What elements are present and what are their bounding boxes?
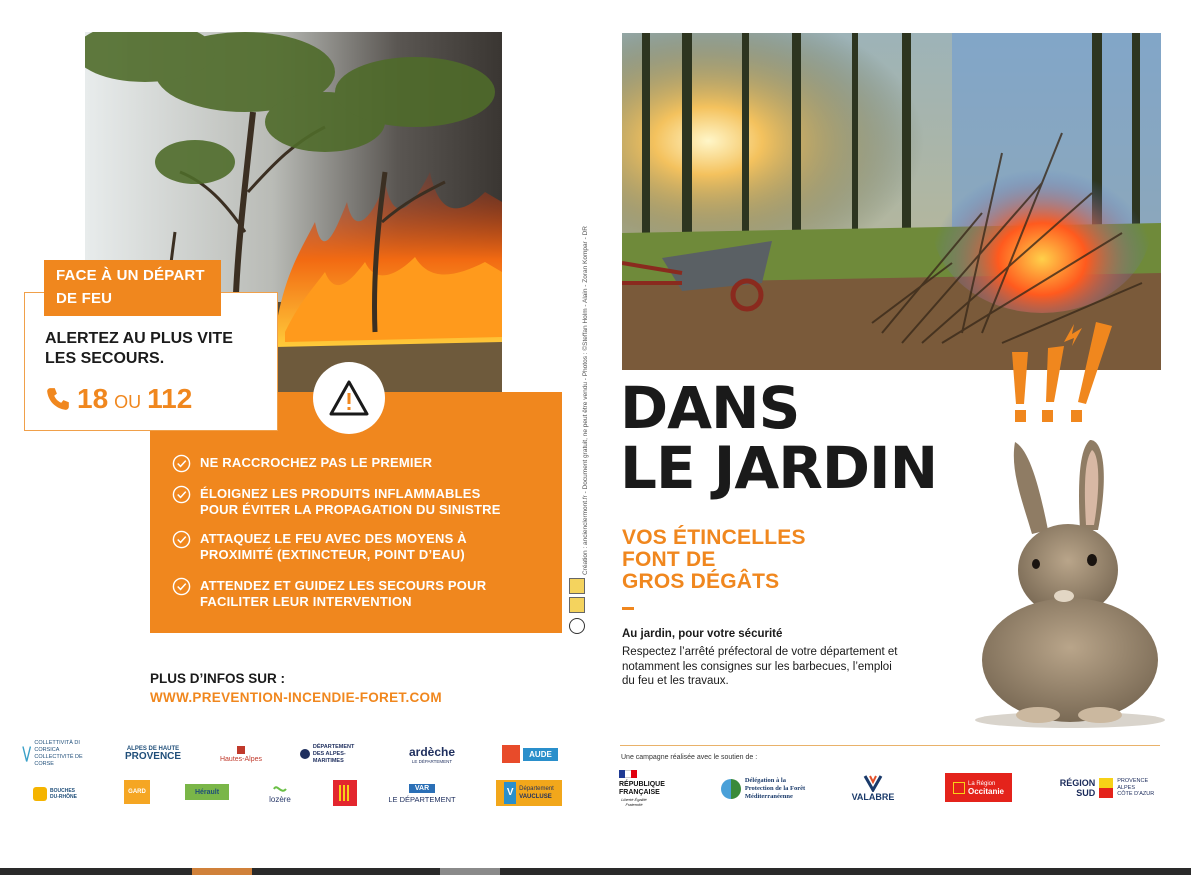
logo-herault: Hérault xyxy=(185,784,229,800)
logo-pyrenees-orientales xyxy=(333,780,357,806)
seal-icon xyxy=(300,749,310,759)
logo-var: VAR LE DÉPARTEMENT xyxy=(388,785,456,804)
logo-aude: AUDE xyxy=(498,743,562,765)
department-logos xyxy=(22,740,567,820)
catalan-flag-icon xyxy=(339,785,351,801)
logo-lozere: lozère xyxy=(262,778,298,808)
triman-icon xyxy=(569,597,585,613)
logo-bouches-du-rhone: BOUCHES DU-RHÔNE xyxy=(22,782,88,806)
warning-icon xyxy=(327,378,371,418)
logo-ardeche: ardèche LE DÉPARTEMENT xyxy=(408,744,456,764)
logo-republique-francaise: RÉPUBLIQUE FRANÇAISE Liberté Égalité Fraternité xyxy=(619,766,683,810)
occitan-cross-icon xyxy=(953,782,965,794)
divider xyxy=(620,745,1160,746)
partner-logos xyxy=(615,764,1175,824)
advice-item xyxy=(172,531,467,563)
alert-header-line2: DE FEU xyxy=(56,290,113,307)
logo-occitanie: La Région Occitanie xyxy=(945,773,1012,802)
logo-dpfm: Délégation à la Protection de la Forêt Méditerranéenne xyxy=(713,774,813,804)
orange-dash xyxy=(622,607,634,610)
logo-vaucluse: V Département VAUCLUSE xyxy=(496,780,562,806)
more-info xyxy=(150,669,442,707)
emergency-numbers xyxy=(45,383,192,415)
rabbit-image xyxy=(960,430,1175,730)
alert-header xyxy=(44,260,221,316)
alert-instruction xyxy=(45,329,265,369)
shield-icon xyxy=(237,746,245,754)
logo-alpes-haute-provence: ALPES DE HAUTE PROVENCE xyxy=(124,746,182,762)
exclamation-icon xyxy=(1000,312,1120,427)
recycle-info-icon xyxy=(569,578,585,594)
website-link[interactable]: WWW.PREVENTION-INCENDIE-FORET.COM xyxy=(150,690,442,705)
phone-number-18: 18 xyxy=(77,383,109,414)
check-circle-icon xyxy=(172,577,191,596)
body-text: Respectez l’arrêté préfectoral de votre département et notamment les consignes sur les barbecues, l’emploi du feu et les travaux. xyxy=(622,646,898,687)
headline-line1: DANS xyxy=(620,374,800,442)
advice-line: NE RACCROCHEZ PAS LE PREMIER xyxy=(200,455,433,470)
headline xyxy=(620,374,938,502)
vaucluse-icon: V xyxy=(504,782,516,804)
globe-icon xyxy=(721,779,741,799)
corse-icon xyxy=(22,745,31,763)
imprimvert-icon xyxy=(569,618,585,634)
lozere-icon xyxy=(272,783,288,795)
logo-valabre: VALABRE xyxy=(841,770,905,806)
advice-line: PROXIMITÉ (EXTINCTEUR, POINT D’EAU) xyxy=(200,547,465,562)
garden-safety-heading: Au jardin, pour votre sécurité xyxy=(622,628,783,640)
check-circle-icon xyxy=(172,485,191,504)
photo-credits: Création : ancienclermont.fr - Document gratuit, ne peut être vendu - Photos : ©Steffan Holm - Alain - Zoran Kompar - DR xyxy=(582,226,589,575)
alert-line1: ALERTEZ AU PLUS VITE xyxy=(45,330,233,347)
subtitle-line3: GROS DÉGÂTS xyxy=(622,570,780,593)
advice-item xyxy=(172,455,432,473)
subtitle-line2: FONT DE xyxy=(622,548,716,571)
more-info-label: PLUS D’INFOS SUR : xyxy=(150,671,286,686)
subtitle-line1: VOS ÉTINCELLES xyxy=(622,526,806,549)
headline-line2: LE JARDIN xyxy=(620,434,938,502)
logo-alpes-maritimes: DÉPARTEMENT DES ALPES-MARITIMES xyxy=(300,740,376,768)
spine xyxy=(570,226,589,575)
bdr-icon xyxy=(33,787,47,801)
alert-header-line1: FACE À UN DÉPART xyxy=(56,267,205,284)
valabre-icon xyxy=(863,774,883,792)
advice-line: FACILITER LEUR INTERVENTION xyxy=(200,594,412,609)
phone-connector: OU xyxy=(114,392,142,412)
aude-icon xyxy=(502,745,520,763)
subtitle xyxy=(622,527,806,593)
campaign-label: Une campagne réalisée avec le soutien de : xyxy=(621,754,758,761)
logo-region-sud: RÉGION SUD PROVENCE ALPES CÔTE D’AZUR xyxy=(1059,778,1155,798)
advice-line: ATTENDEZ ET GUIDEZ LES SECOURS POUR xyxy=(200,578,487,593)
phone-icon xyxy=(45,386,71,412)
french-flag-icon xyxy=(619,770,637,778)
advice-line: ÉLOIGNEZ LES PRODUITS INFLAMMABLES xyxy=(200,486,481,501)
region-shield-icon xyxy=(1099,778,1113,798)
alert-line2: LES SECOURS. xyxy=(45,350,165,367)
bottom-bar xyxy=(0,868,1191,875)
phone-number-112: 112 xyxy=(147,383,193,414)
advice-item xyxy=(172,578,486,610)
warning-badge xyxy=(313,362,385,434)
advice-line: ATTAQUEZ LE FEU AVEC DES MOYENS À xyxy=(200,531,467,546)
check-circle-icon xyxy=(172,454,191,473)
advice-item xyxy=(172,486,501,518)
logo-corse: COLLETTIVITÀ DI CORSICA COLLECTIVITÉ DE CORSE xyxy=(22,740,102,768)
logo-hautes-alpes: Hautes-Alpes xyxy=(214,740,268,768)
logo-gard: GARD xyxy=(124,780,150,804)
check-circle-icon xyxy=(172,530,191,549)
advice-line: POUR ÉVITER LA PROPAGATION DU SINISTRE xyxy=(200,502,501,517)
